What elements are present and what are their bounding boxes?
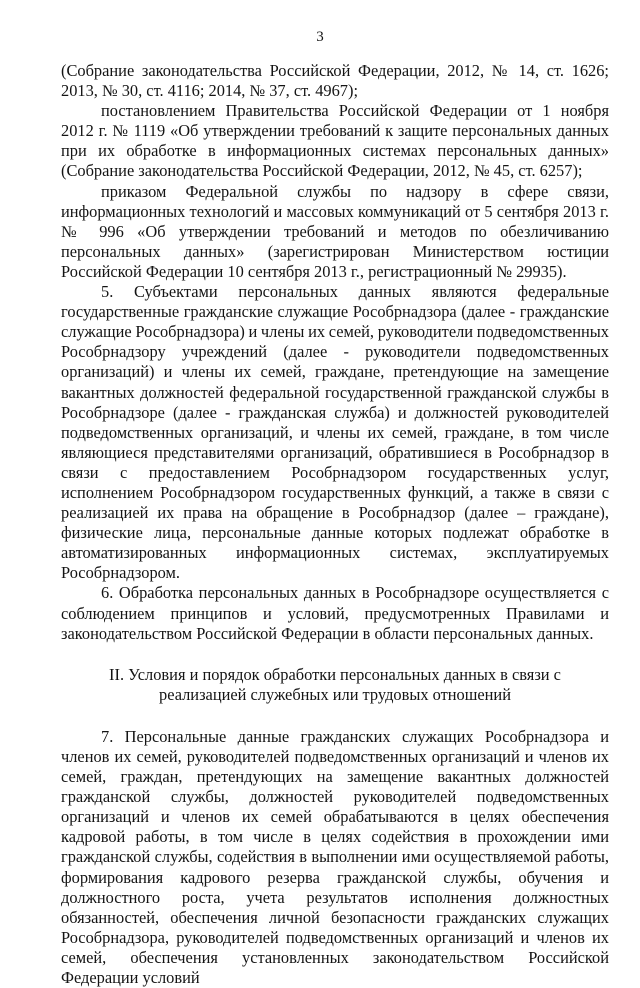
paragraph-government-decree: постановлением Правительства Российской Федерации от 1 ноября 2012 г. № 1119 «Об утверждении требований к защите персональных данных при их обработке в информационных системах персональных данных» (Собрание законодательства Российской Федерации, 2012, № 45, ст. 6257); [61, 101, 609, 181]
page-number: 3 [316, 29, 324, 45]
paragraph-item-5: 5. Субъектами персональных данных являются федеральные государственные гражданские служащие Рособрнадзора (далее - гражданские служащие Рособрнадзора) и члены их семей, руководители подведомственных Рособрнадзору учреждений (далее - руководители подведомственных организаций) и члены их семей, граждане, претендующие на замещение вакантных должностей федеральной государственной гражданской службы в Рособрнадзоре (далее - гражданская служба) и должностей руководителей подведомственных организаций, и члены их семей, граждане, в том числе являющиеся представителями организаций, обратившиеся в Рособрнадзор в связи с предоставлением Рособрнадзором государственных услуг, исполнением Рособрнадзором государственных функций, а также в связи с реализацией их права на обращение в Рособрнадзор (далее – граждане), физические лица, персональные данные которых подлежат обработке в автоматизированных информационных системах, эксплуатируемых Рособрнадзором. [61, 282, 609, 583]
section-heading: II. Условия и порядок обработки персональных данных в связи с реализацией служебных или трудовых отношений [109, 664, 561, 704]
paragraph-item-7: 7. Персональные данные гражданских служащих Рособрнадзора и членов их семей, руководителей подведомственных организаций и членов их семей, граждан, претендующих на замещение вакантных должностей гражданской службы, должностей руководителей подведомственных организаций и членов их семей обрабатываются в целях обеспечения кадровой работы, в том числе в целях содействия в прохождении ими гражданской службы, содействия в выполнении ими осуществляемой работы, формирования кадрового резерва гражданской службы, обучения и должностного роста, учета результатов исполнения должностных обязанностей, обеспечения личной безопасности гражданских служащих Рособрнадзора, руководителей подведомственных организаций и членов их семей, обеспечения установленных законодательством Российской Федерации условий [61, 726, 609, 988]
paragraph-item-6: 6. Обработка персональных данных в Рособрнадзоре осуществляется с соблюдением принципов и условий, предусмотренных Правилами и законодательством Российской Федерации в области персональных данных. [61, 583, 609, 643]
document-body [61, 61, 609, 988]
paragraph-roskomnadzor-order: приказом Федеральной службы по надзору в сфере связи, информационных технологий и массовых коммуникаций от 5 сентября 2013 г. № 996 «Об утверждении требований и методов по обезличиванию персональных данных» (зарегистрирован Министерством юстиции Российской Федерации 10 сентября 2013 г., регистрационный № 29935). [61, 181, 609, 281]
paragraph-legislation-continuation: (Собрание законодательства Российской Федерации, 2012, № 14, ст. 1626; 2013, № 30, ст. 4116; 2014, № 37, ст. 4967); [61, 61, 609, 101]
